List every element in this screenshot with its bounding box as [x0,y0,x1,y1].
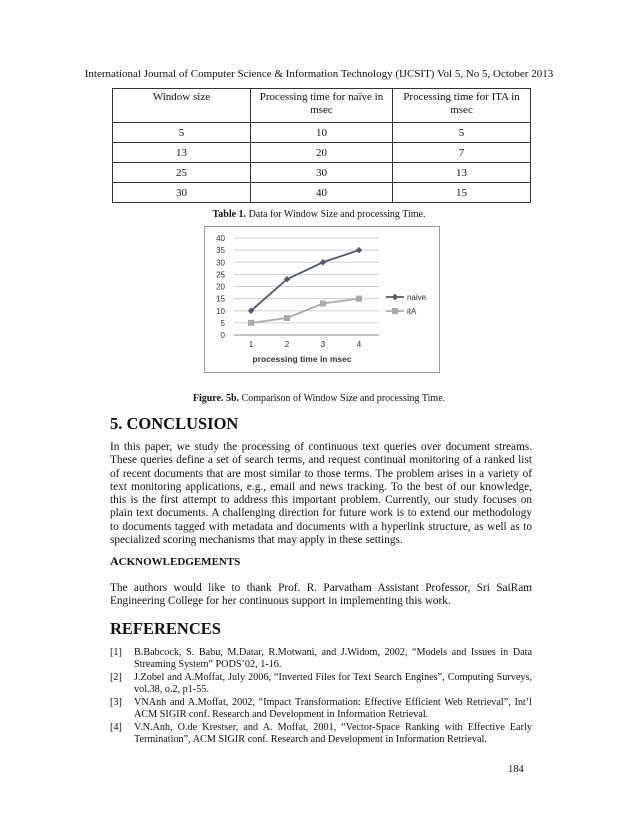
chart-data-point [248,320,254,326]
acknowledgements-body: The authors would like to thank Prof. R. Parvatham Assistant Professor, Sri SaiRam Engineering College for her continuous support in implementing this work. [110,582,532,608]
reference-item [110,672,532,696]
reference-item [110,697,532,721]
chart-x-tick-label: 1 [248,340,254,349]
reference-number: [3] [110,697,122,708]
line-chart [204,226,440,373]
reference-item [110,647,532,671]
table-cell: 5 [393,123,531,143]
reference-number: [4] [110,722,122,733]
table-cell: 25 [113,163,251,183]
acknowledgements-heading-rest: CKNOWLEDGEMENTS [118,556,241,568]
page-number: 184 [508,764,524,775]
chart-y-tick-label: 5 [220,318,225,328]
reference-text: VNAnh and A.Moffat, 2002, “Impact Transformation: Effective Efficient Web Retrieval”, Int’l ACM SIGIR conf. Research and Development in Information Retrieval. [134,697,532,720]
table-row [113,143,531,163]
journal-header: International Journal of Computer Science & Information Technology (IJCSIT) Vol 5, No 5, October 2013 [84,68,554,80]
figure-caption [0,393,638,404]
conclusion-body: In this paper, we study the processing of continuous text queries over document streams. These queries define a set of search terms, and request continual monitoring of a ranked list of recent documents that are most similar to those terms. The problem arises in a variety of text monitoring applications, e.g., email and news tracking. To the best of our knowledge, this is the first attempt to address this important problem. Currently, our study focuses on plain text documents. A challenging direction for future work is to extend our methodology to documents tagged with metadata and documents with a hyperlink structure, as well as to specialized scoring mechanisms that may apply in these settings. [110,441,532,547]
chart-x-axis-label: processing time in msec [252,354,352,364]
table-header-cell: Processing time for naïve in msec [250,89,392,123]
reference-text: V.N.Anh, O.de Krestser, and A. Moffat, 2001, “Vector-Space Ranking with Effective Early Termination”, ACM SIGIR conf. Research and Development in Information Retrieval. [134,722,532,745]
chart-y-tick-label: 15 [216,294,225,304]
chart-x-tick-label: 4 [356,340,362,349]
conclusion-heading: 5. CONCLUSION [110,414,239,433]
chart-y-tick-label: 40 [216,234,225,243]
table-cell: 15 [393,183,531,203]
references-heading: REFERENCES [110,619,221,638]
reference-number: [2] [110,672,122,683]
table-cell: 20 [250,143,392,163]
table-row [113,183,531,203]
table-row [113,163,531,183]
chart-y-tick-label: 35 [216,246,225,256]
reference-text: B.Babcock, S. Babu, M.Datar, R.Motwani, and J.Widom, 2002, “Models and Issues in Data Streaming System” PODS’02, 1-16. [134,647,532,670]
table-header-cell: Processing time for ITA in msec [393,89,531,123]
chart-legend-label: itA [407,307,417,316]
data-table [112,88,531,203]
chart-x-tick-label: 3 [320,340,326,349]
chart-x-tick-label: 2 [284,340,290,349]
chart-data-point [356,296,362,302]
chart-y-tick-label: 0 [220,331,225,340]
chart-legend-label: naive [407,293,427,302]
reference-number: [1] [110,647,122,658]
figure-caption-text: Comparison of Window Size and processing Time. [241,393,446,404]
table-row [113,123,531,143]
reference-item [110,722,532,746]
chart-frame [205,227,440,373]
chart-y-tick-label: 25 [216,270,225,280]
table-cell: 7 [393,143,531,163]
chart-y-tick-label: 30 [216,258,225,268]
chart-y-tick-label: 10 [216,306,225,316]
table-header-row [113,89,531,123]
reference-text: J.Zobel and A.Moffat, July 2006, “Inverted Files for Text Search Engines”, Computing Surveys, vol.38, o.2, p1-55. [134,672,532,695]
figure-caption-label: Figure. 5b. [192,393,240,404]
table-cell: 40 [250,183,392,203]
table-caption-text: Data for Window Size and processing Time. [248,209,426,220]
chart-data-point [320,300,326,306]
table-caption-label: Table 1. [212,209,247,220]
table-cell: 10 [250,123,392,143]
acknowledgements-heading-initial: A [110,554,119,568]
chart-legend-marker [392,308,398,314]
table-cell: 5 [113,123,251,143]
table-header-cell: Window size [113,89,251,123]
chart-y-tick-label: 20 [216,282,225,292]
table-cell: 30 [250,163,392,183]
acknowledgements-heading [110,554,240,569]
table-caption [0,209,638,220]
chart-data-point [284,315,290,321]
table-cell: 13 [113,143,251,163]
table-cell: 30 [113,183,251,203]
table-cell: 13 [393,163,531,183]
